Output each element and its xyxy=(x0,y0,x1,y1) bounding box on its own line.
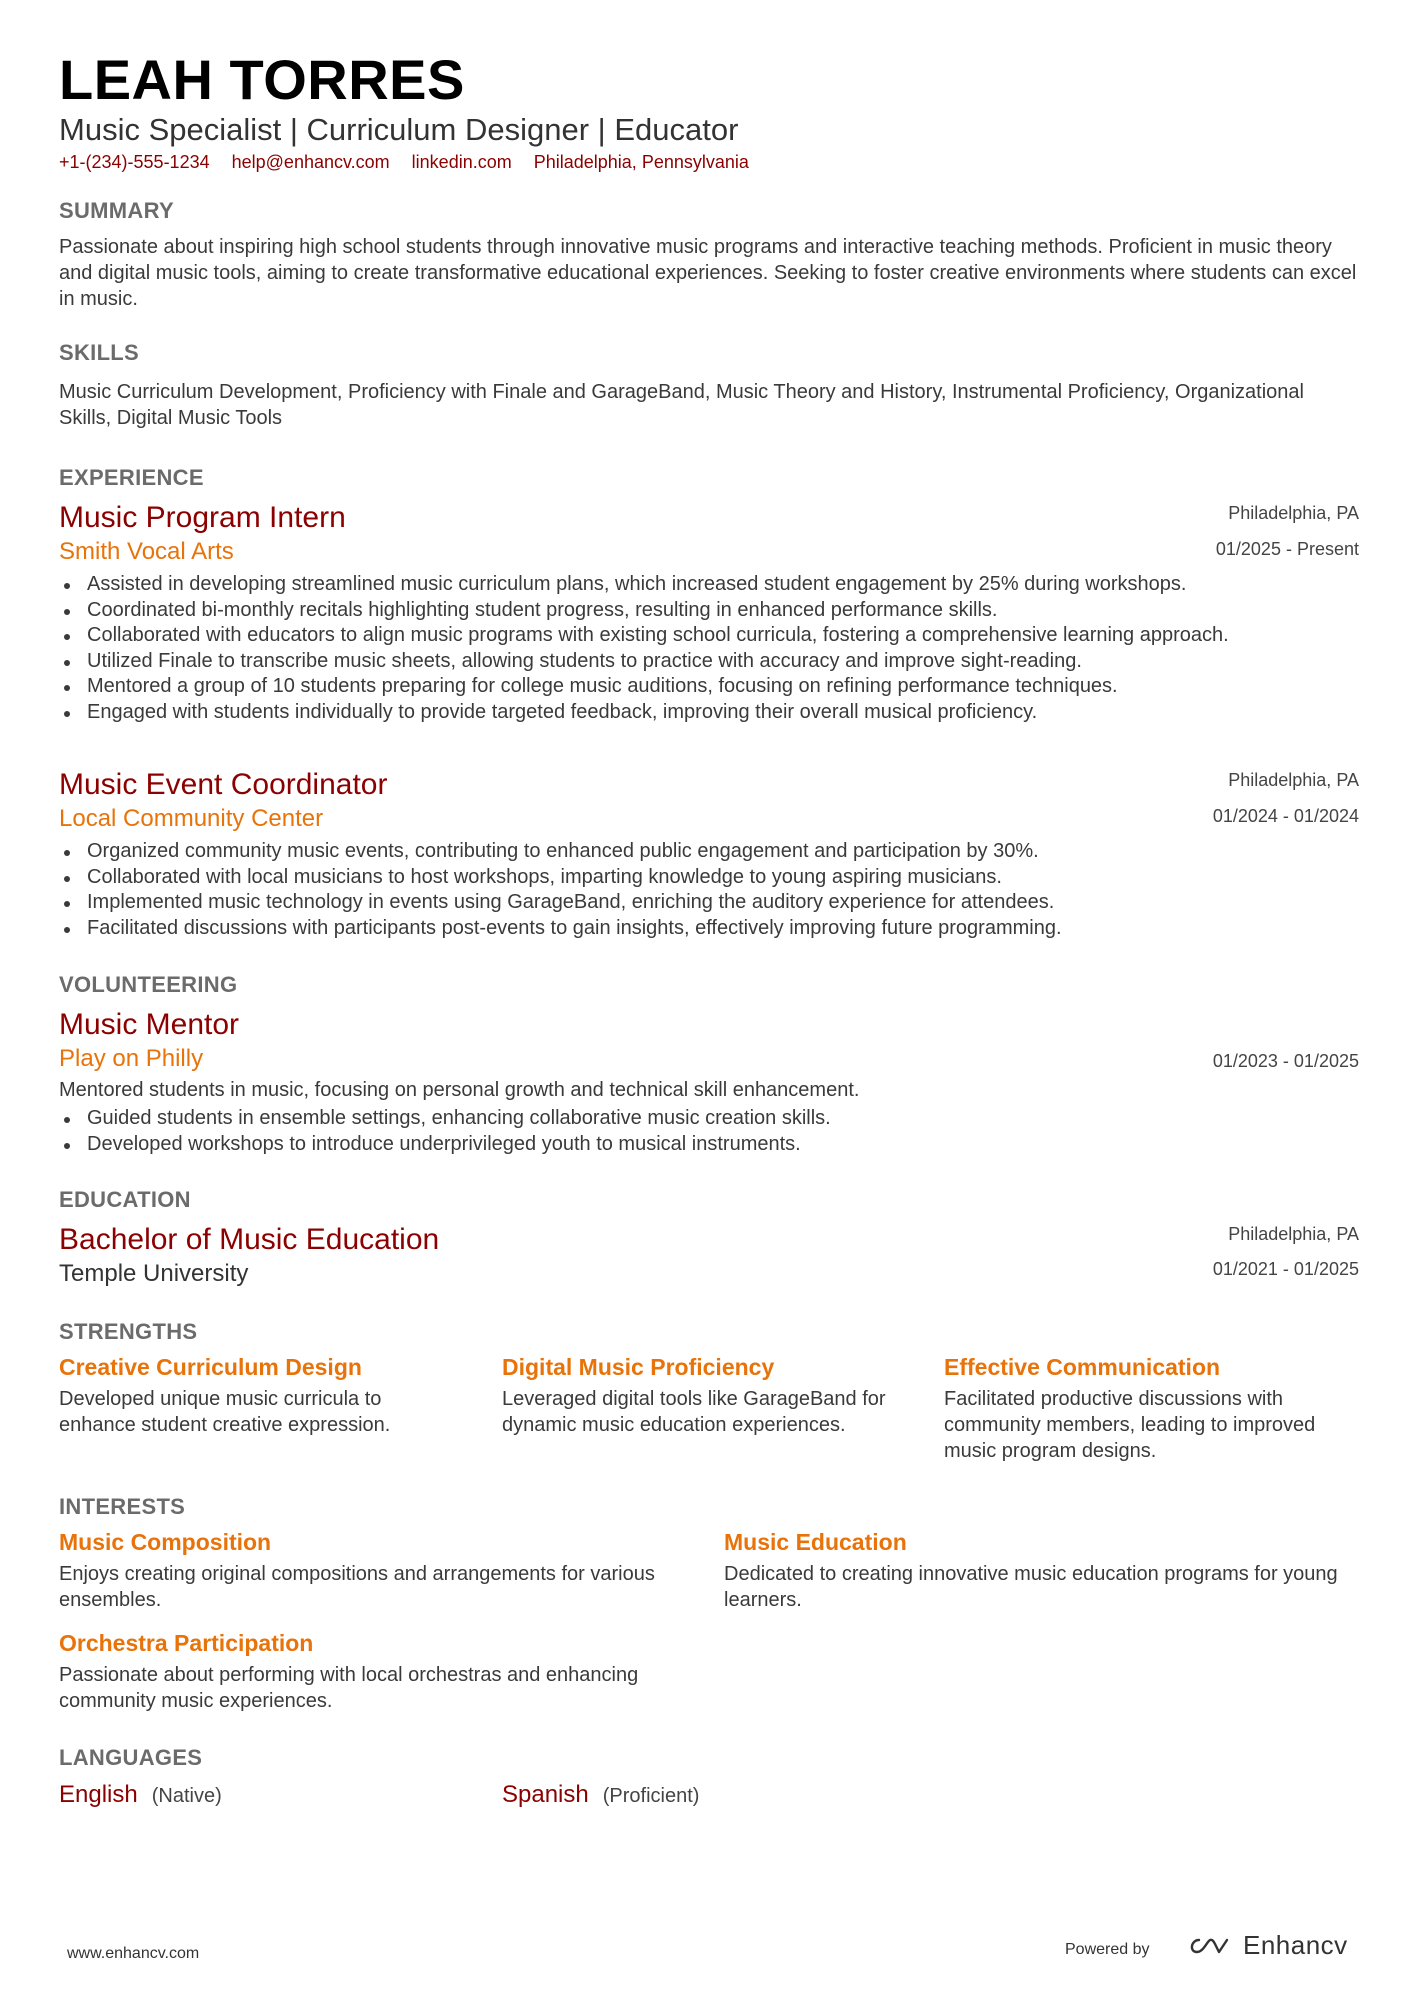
contact-linkedin[interactable]: linkedin.com xyxy=(411,152,512,172)
list-item: Facilitated discussions with participants post-events to gain insights, effectively improving future programming. xyxy=(59,916,1359,942)
headline: Music Specialist | Curriculum Designer | Educator xyxy=(59,112,739,147)
summary-text: Passionate about inspiring high school students through innovative music programs and interactive teaching methods. Proficient in music theory and digital music tools, aiming to create transformative educational experiences. Seeking to foster creative environments where students can excel in music. xyxy=(59,236,1357,310)
language-item xyxy=(59,1780,222,1811)
language-name: Spanish xyxy=(502,1781,589,1808)
list-item: Assisted in developing streamlined music curriculum plans, which increased student engagement by 25% during workshops. xyxy=(59,572,1359,598)
enhancv-logo-icon xyxy=(1185,1934,1231,1958)
job-1-location: Philadelphia, PA xyxy=(1228,503,1359,523)
strength-item xyxy=(502,1352,902,1438)
strength-title: Effective Communication xyxy=(944,1354,1221,1380)
strength-item xyxy=(944,1352,1344,1464)
job-2-bullets xyxy=(59,839,1359,941)
interest-desc: Enjoys creating original compositions and arrangements for various ensembles. xyxy=(59,1563,655,1611)
strength-desc: Facilitated productive discussions with community members, leading to improved music program designs. xyxy=(944,1388,1316,1462)
strengths-heading: STRENGTHS xyxy=(59,1319,198,1344)
list-item: Engaged with students individually to provide targeted feedback, improving their overall musical proficiency. xyxy=(59,700,1359,726)
list-item: Mentored a group of 10 students preparing for college music auditions, focusing on refining performance techniques. xyxy=(59,674,1359,700)
job-1-dates: 01/2025 - Present xyxy=(1215,539,1359,559)
job-1-role: Music Program Intern xyxy=(59,501,346,534)
skills-heading: SKILLS xyxy=(59,340,140,365)
volunteer-bullets xyxy=(59,1106,1359,1157)
interest-item xyxy=(59,1527,679,1613)
volunteer-org: Play on Philly xyxy=(59,1045,204,1072)
job-2-location: Philadelphia, PA xyxy=(1228,770,1359,790)
list-item: Implemented music technology in events using GarageBand, enriching the auditory experience for attendees. xyxy=(59,890,1359,916)
contact-location: Philadelphia, Pennsylvania xyxy=(533,152,749,172)
volunteer-role: Music Mentor xyxy=(59,1008,240,1041)
interests-heading: INTERESTS xyxy=(59,1494,186,1519)
education-degree: Bachelor of Music Education xyxy=(59,1223,440,1256)
interest-title: Orchestra Participation xyxy=(59,1630,314,1656)
list-item: Collaborated with local musicians to host workshops, imparting knowledge to young aspiring musicians. xyxy=(59,865,1359,891)
job-2-role: Music Event Coordinator xyxy=(59,768,388,801)
volunteer-description: Mentored students in music, focusing on personal growth and technical skill enhancement. xyxy=(59,1079,860,1101)
job-1-org: Smith Vocal Arts xyxy=(59,538,234,565)
list-item: Organized community music events, contributing to enhanced public engagement and participation by 30%. xyxy=(59,839,1359,865)
strength-title: Digital Music Proficiency xyxy=(502,1354,775,1380)
volunteering-heading: VOLUNTEERING xyxy=(59,972,238,997)
list-item: Guided students in ensemble settings, enhancing collaborative music creation skills. xyxy=(59,1106,1359,1132)
brand-logo[interactable] xyxy=(1185,1930,1348,1961)
job-1-bullets xyxy=(59,572,1359,725)
job-2-org: Local Community Center xyxy=(59,805,324,832)
list-item: Developed workshops to introduce underprivileged youth to musical instruments. xyxy=(59,1132,1359,1158)
experience-heading: EXPERIENCE xyxy=(59,465,204,490)
list-item: Collaborated with educators to align music programs with existing school curricula, fostering a comprehensive learning approach. xyxy=(59,623,1359,649)
contact-email[interactable]: help@enhancv.com xyxy=(231,152,390,172)
language-level: (Proficient) xyxy=(602,1785,700,1807)
brand-name: Enhancv xyxy=(1243,1930,1348,1960)
education-school: Temple University xyxy=(59,1260,249,1287)
contact-bar xyxy=(59,150,766,174)
education-location: Philadelphia, PA xyxy=(1228,1224,1359,1244)
interest-title: Music Education xyxy=(724,1529,907,1555)
language-item xyxy=(502,1780,699,1811)
interest-desc: Dedicated to creating innovative music education programs for young learners. xyxy=(724,1563,1338,1611)
volunteer-dates: 01/2023 - 01/2025 xyxy=(1212,1051,1359,1071)
education-heading: EDUCATION xyxy=(59,1187,191,1212)
strength-desc: Leveraged digital tools like GarageBand for dynamic music education experiences. xyxy=(502,1388,886,1436)
list-item: Utilized Finale to transcribe music sheets, allowing students to practice with accuracy and improve sight-reading. xyxy=(59,649,1359,675)
contact-phone[interactable]: +1-(234)-555-1234 xyxy=(59,152,210,172)
interest-item xyxy=(59,1628,679,1714)
skills-text: Music Curriculum Development, Proficiency with Finale and GarageBand, Music Theory and History, Instrumental Proficiency, Organizational Skills, Digital Music Tools xyxy=(59,381,1304,429)
strength-item xyxy=(59,1352,459,1438)
strength-title: Creative Curriculum Design xyxy=(59,1354,362,1380)
interest-desc: Passionate about performing with local orchestras and enhancing community music experiences. xyxy=(59,1664,639,1712)
powered-by-label: Powered by xyxy=(1065,1941,1150,1958)
footer-url[interactable]: www.enhancv.com xyxy=(67,1945,200,1962)
interest-title: Music Composition xyxy=(59,1529,272,1555)
languages-heading: LANGUAGES xyxy=(59,1745,203,1770)
language-name: English xyxy=(59,1781,138,1808)
language-level: (Native) xyxy=(151,1785,222,1807)
job-2-dates: 01/2024 - 01/2024 xyxy=(1212,806,1359,826)
interest-item xyxy=(724,1527,1359,1613)
education-dates: 01/2021 - 01/2025 xyxy=(1212,1259,1359,1279)
strength-desc: Developed unique music curricula to enhance student creative expression. xyxy=(59,1388,391,1436)
summary-heading: SUMMARY xyxy=(59,198,174,223)
list-item: Coordinated bi-monthly recitals highlighting student progress, resulting in enhanced performance skills. xyxy=(59,598,1359,624)
candidate-name: LEAH TORRES xyxy=(59,48,465,111)
